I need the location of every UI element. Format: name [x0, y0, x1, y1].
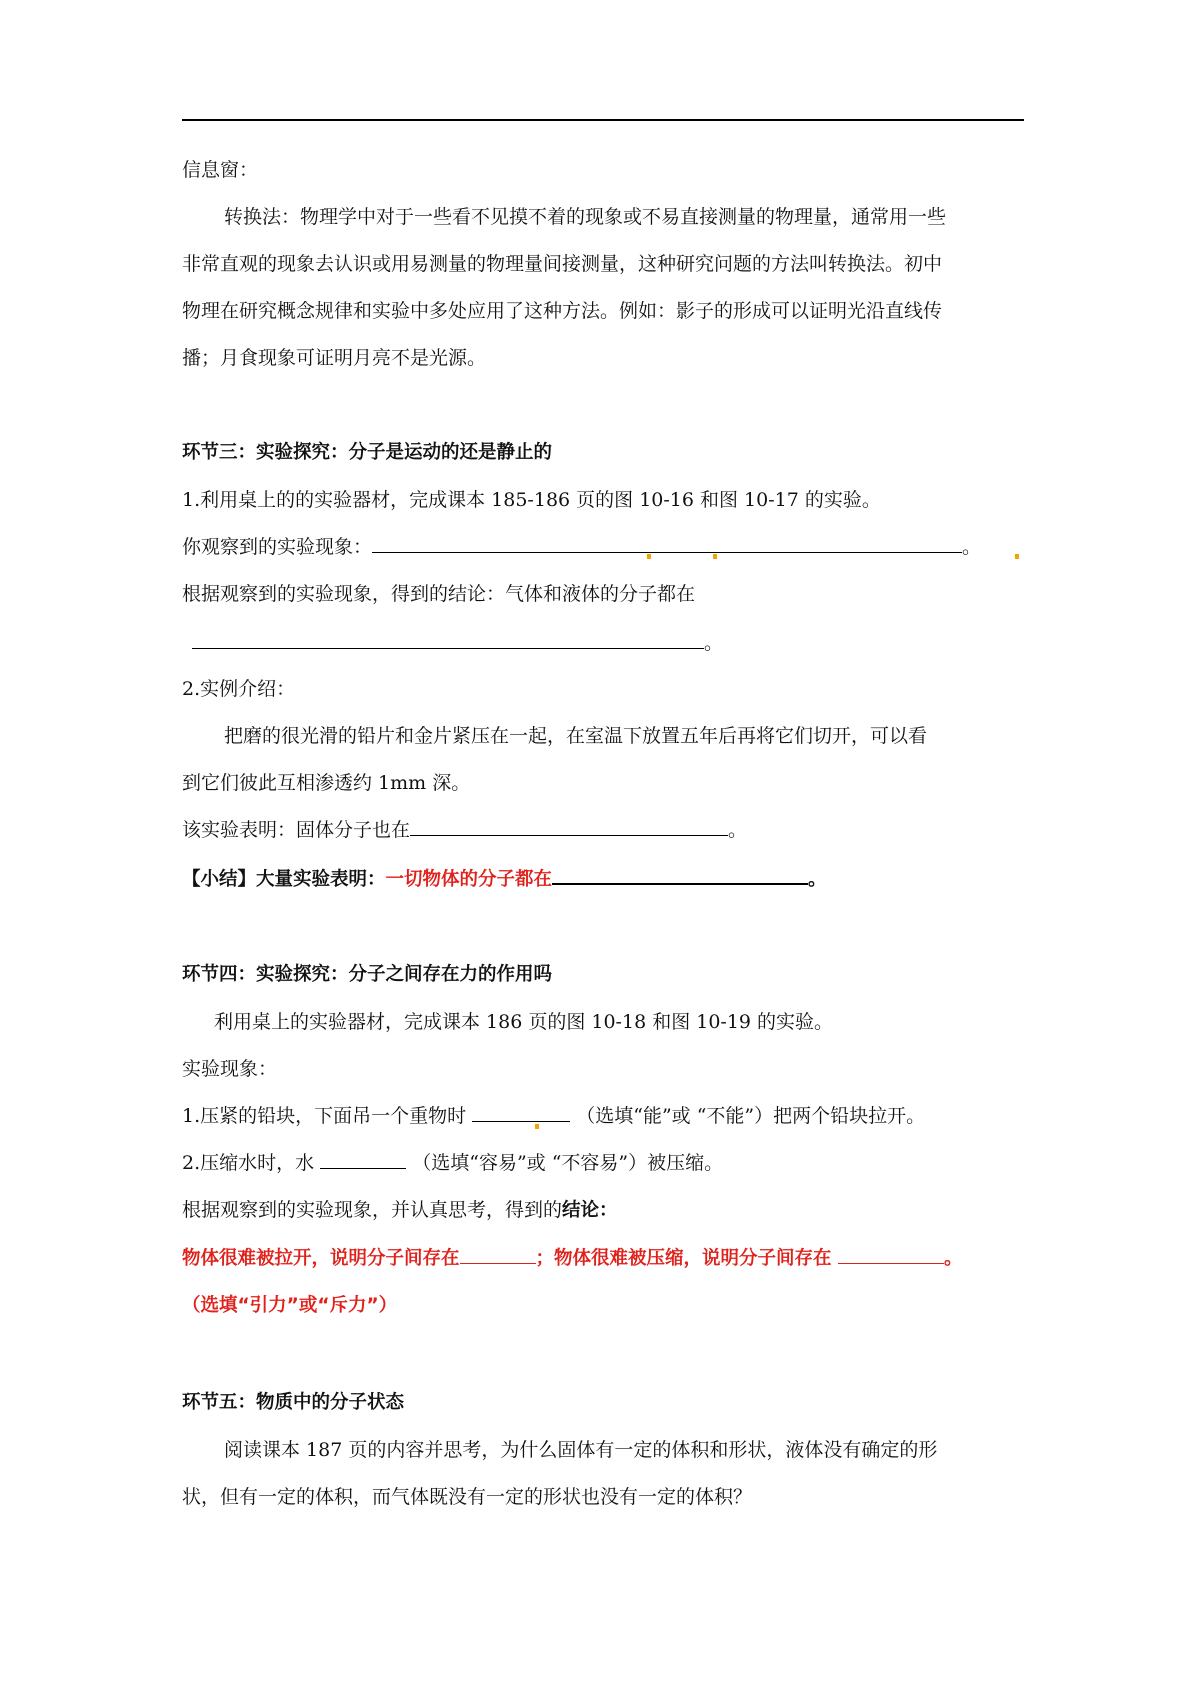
sec3-item-1: 1.利用桌上的的实验器材，完成课本 185-186 页的图 10-16 和图 10-17 的实验。: [182, 489, 881, 511]
sec5-para-line-2: 状，但有一定的体积，而气体既没有一定的形状也没有一定的体积？: [182, 1486, 753, 1508]
sec4-intro: 利用桌上的实验器材，完成课本 186 页的图 10-18 和图 10-19 的实验。: [214, 1011, 834, 1033]
red-repulsion-text: 物体很难被压缩，说明分子间存在: [554, 1248, 832, 1269]
observe-period: 。: [962, 536, 982, 558]
solid-blank[interactable]: [410, 817, 728, 836]
q1-pre: 1.压紧的铅块，下面吊一个重物时: [182, 1105, 467, 1127]
sec3-conclusion-line: [192, 630, 723, 656]
artifact-dot: [1015, 554, 1019, 559]
conclusion-period: 。: [704, 632, 724, 654]
repulsion-blank[interactable]: [838, 1245, 944, 1264]
info-para-line-4: 播；月食现象可证明月亮不是光源。: [182, 347, 487, 369]
sec4-conclusion-intro: [182, 1197, 618, 1224]
summary-black: 大量实验表明：: [256, 869, 386, 890]
section-3-title: 环节三：实验探究：分子是运动的还是静止的: [182, 442, 553, 463]
observe-blank[interactable]: [372, 534, 962, 553]
info-heading: 信息窗：: [182, 159, 259, 181]
artifact-dot: [647, 554, 651, 559]
sec4-question-2: [182, 1150, 723, 1176]
q2-post: （选填“容易”或 “不容易”）被压缩。: [412, 1152, 724, 1174]
red-semicolon: ；: [535, 1248, 555, 1269]
q2-blank[interactable]: [320, 1150, 406, 1169]
conclusion-blank[interactable]: [192, 630, 704, 649]
solid-label: 该实验表明：固体分子也在: [182, 819, 411, 841]
sec5-para-line-1: 阅读课本 187 页的内容并思考，为什么固体有一定的体积和形状，液体没有确定的形: [224, 1439, 938, 1461]
summary-bracket: 【小结】: [182, 869, 257, 890]
sec3-example-line-1: 把磨的很光滑的铅片和金片紧压在一起，在室温下放置五年后再将它们切开，可以看: [224, 725, 928, 747]
sec4-question-1: [182, 1103, 925, 1129]
summary-red: 一切物体的分子都在: [385, 869, 553, 890]
solid-period: 。: [728, 819, 748, 841]
sec3-example-line-2: 到它们彼此互相渗透约 1mm 深。: [182, 772, 471, 794]
concl-pre: 根据观察到的实验现象，并认真思考，得到的: [182, 1199, 563, 1221]
section-5-title: 环节五：物质中的分子状态: [182, 1392, 405, 1413]
q1-blank[interactable]: [472, 1103, 570, 1122]
red-attraction-text: 物体很难被拉开，说明分子间存在: [182, 1248, 460, 1269]
sec4-red-note: （选填“引力”或“斥力”）: [182, 1295, 398, 1316]
artifact-dot: [535, 1124, 539, 1129]
q1-post: （选填“能”或 “不能”）把两个铅块拉开。: [576, 1105, 926, 1127]
sec3-item-2: 2.实例介绍：: [182, 678, 296, 700]
info-para-line-3: 物理在研究概念规律和实验中多处应用了这种方法。例如：影子的形成可以证明光沿直线传: [182, 300, 943, 322]
sec4-red-conclusion: [182, 1245, 963, 1272]
section-4-title: 环节四：实验探究：分子之间存在力的作用吗: [182, 964, 553, 985]
red-period: 。: [944, 1248, 963, 1269]
artifact-dot: [713, 554, 717, 559]
attraction-blank[interactable]: [460, 1245, 536, 1264]
sec3-observe-line: [182, 534, 981, 560]
concl-bold: 结论：: [562, 1200, 618, 1221]
sec4-phenomenon-label: 实验现象：: [182, 1058, 278, 1080]
summary-period: 。: [808, 869, 827, 890]
sec3-solid-line: [182, 817, 747, 843]
info-para-line-2: 非常直观的现象去认识或用易测量的物理量间接测量，这种研究问题的方法叫转换法。初中: [182, 253, 943, 275]
sec3-conclusion-label: 根据观察到的实验现象，得到的结论：气体和液体的分子都在: [182, 583, 696, 605]
header-rule: [182, 119, 1024, 121]
info-para-line-1: 转换法：物理学中对于一些看不见摸不着的现象或不易直接测量的物理量，通常用一些: [224, 206, 947, 228]
sec3-summary-line: [182, 865, 827, 893]
observe-label: 你观察到的实验现象：: [182, 536, 373, 558]
q2-pre: 2.压缩水时，水: [182, 1152, 315, 1174]
summary-blank[interactable]: [552, 865, 808, 885]
